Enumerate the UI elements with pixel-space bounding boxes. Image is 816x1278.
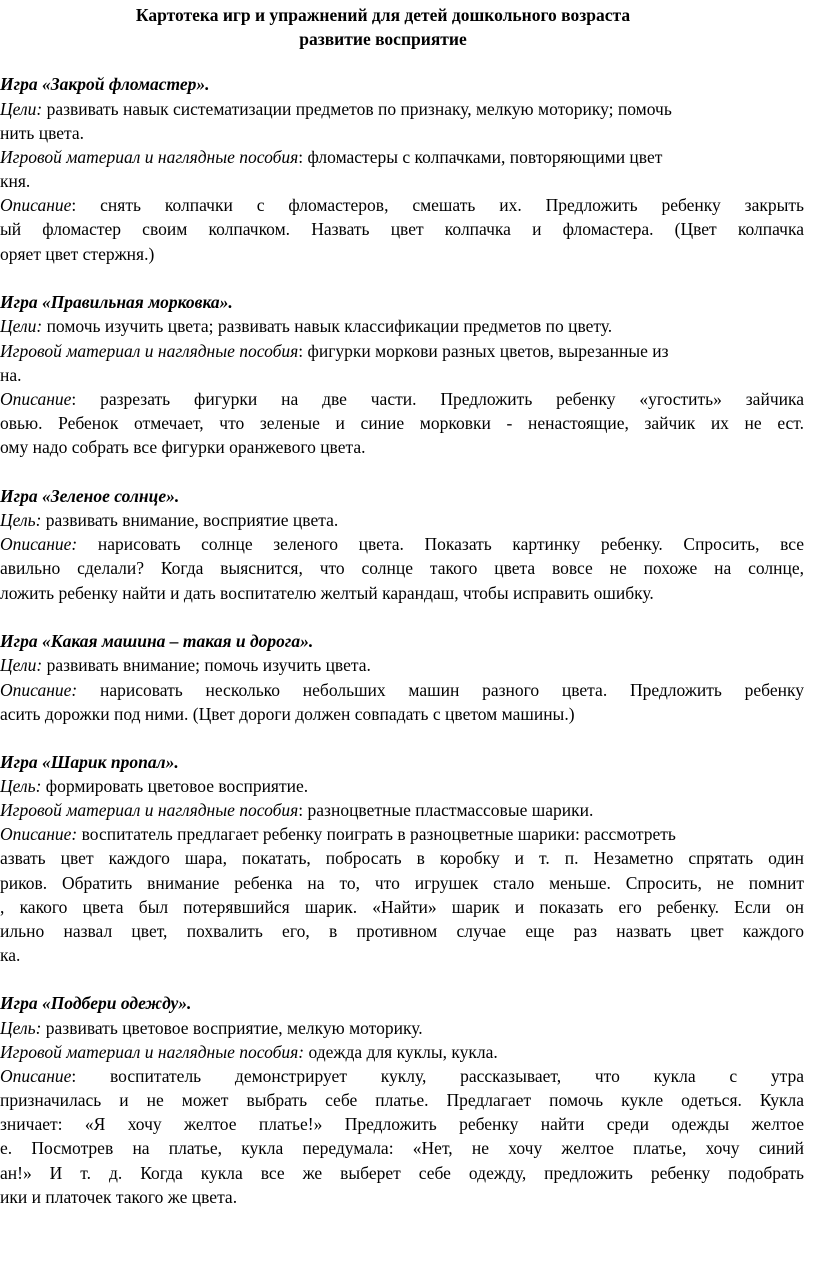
- game-2-material: [0, 340, 669, 362]
- material-text: : разноцветные пластмассовые шарики.: [298, 800, 594, 820]
- game-3-description: [0, 533, 804, 555]
- goal-text: формировать цветовое восприятие.: [41, 776, 309, 796]
- game-4-description: [0, 679, 804, 701]
- game-2-material-cont: на.: [0, 365, 22, 385]
- document-subtitle: развитие восприятие: [299, 29, 467, 49]
- game-6-description-line: призначилась и не может выбрать себе платье. Предлагает помочь кукле одеться. Кукла: [0, 1090, 804, 1110]
- game-3-header: Игра «Зеленое солнце».: [0, 486, 180, 506]
- game-1-description-line: оряет цвет стержня.): [0, 244, 155, 264]
- goal-text: развивать внимание, восприятие цвета.: [41, 510, 339, 530]
- description-text: нарисовать несколько небольших машин разного цвета. Предложить ребенку: [77, 680, 804, 700]
- game-1-description-line: ый фломастер своим колпачком. Назвать цвет колпачка и фломастера. (Цвет колпачка: [0, 219, 804, 239]
- game-6-material: [0, 1041, 498, 1063]
- material-label: Игровой материал и наглядные пособия: [0, 341, 299, 361]
- material-text: одежда для куклы, кукла.: [304, 1042, 498, 1062]
- game-6-description: [0, 1065, 804, 1087]
- game-6-goal: [0, 1017, 423, 1039]
- description-text: : воспитатель демонстрирует куклу, рассказывает, что кукла с утра: [71, 1066, 804, 1086]
- goal-label: Цели:: [0, 655, 43, 675]
- game-5-description-line: ка.: [0, 945, 21, 965]
- goal-label: Цели:: [0, 99, 43, 119]
- goal-label: Цели:: [0, 316, 43, 336]
- game-4-goal: [0, 654, 371, 676]
- game-1-header: Игра «Закрой фломастер».: [0, 74, 210, 94]
- game-2-description: [0, 388, 804, 410]
- game-2-description-line: ому надо собрать все фигурки оранжевого цвета.: [0, 437, 366, 457]
- game-6-description-line: ан!» И т. д. Когда кукла все же выберет себе одежду, предложить ребенку подобрать: [0, 1163, 804, 1183]
- game-3-description-line: ложить ребенку найти и дать воспитателю желтый карандаш, чтобы исправить ошибку.: [0, 583, 654, 603]
- game-4-description-line: асить дорожки под ними. (Цвет дороги должен совпадать с цветом машины.): [0, 704, 575, 724]
- material-text: : фигурки моркови разных цветов, вырезанные из: [298, 341, 669, 361]
- game-3-goal: [0, 509, 338, 531]
- description-label: Описание: [0, 195, 72, 215]
- game-6-description-line: ики и платочек такого же цвета.: [0, 1187, 238, 1207]
- goal-label: Цель:: [0, 776, 42, 796]
- game-5-header: Игра «Шарик пропал».: [0, 752, 179, 772]
- game-1-material-cont: кня.: [0, 171, 31, 191]
- game-1-description: [0, 194, 804, 216]
- goal-text: развивать навык систематизации предметов по признаку, мелкую моторику; помочь: [42, 99, 672, 119]
- game-4-header: Игра «Какая машина – такая и дорога».: [0, 631, 314, 651]
- goal-text: развивать внимание; помочь изучить цвета.: [42, 655, 371, 675]
- description-label: Описание: [0, 1066, 72, 1086]
- description-label: Описание: [0, 389, 72, 409]
- goal-text: развивать цветовое восприятие, мелкую моторику.: [41, 1018, 423, 1038]
- material-label: Игровой материал и наглядные пособия: [0, 800, 299, 820]
- game-5-description-line: , какого цвета был потерявшийся шарик. «Найти» шарик и показать его ребенку. Если он: [0, 897, 804, 917]
- game-5-description: [0, 823, 676, 845]
- material-label: Игровой материал и наглядные пособия: [0, 147, 299, 167]
- game-6-description-line: зничает: «Я хочу желтое платье!» Предложить ребенку найти среди одежды желтое: [0, 1114, 804, 1134]
- game-5-goal: [0, 775, 308, 797]
- game-5-description-line: ильно назвал цвет, похвалить его, в противном случае еще раз назвать цвет каждого: [0, 921, 804, 941]
- game-2-description-line: овью. Ребенок отмечает, что зеленые и синие морковки - ненастоящие, зайчик их не ест.: [0, 413, 804, 433]
- description-label: Описание:: [0, 534, 78, 554]
- goal-label: Цель:: [0, 1018, 42, 1038]
- game-5-description-line: азвать цвет каждого шара, покатать, побросать в коробку и т. п. Незаметно спрятать один: [0, 848, 804, 868]
- description-text: воспитатель предлагает ребенку поиграть в разноцветные шарики: рассмотреть: [77, 824, 676, 844]
- description-text: : разрезать фигурки на две части. Предложить ребенку «угостить» зайчика: [71, 389, 804, 409]
- description-text: : снять колпачки с фломастеров, смешать их. Предложить ребенку закрыть: [71, 195, 804, 215]
- goal-label: Цель:: [0, 510, 42, 530]
- game-5-description-line: риков. Обратить внимание ребенка на то, что игрушек стало меньше. Спросить, не помнит: [0, 873, 804, 893]
- goal-text: помочь изучить цвета; развивать навык классификации предметов по цвету.: [42, 316, 613, 336]
- game-1-goal: [0, 98, 672, 120]
- material-text: : фломастеры с колпачками, повторяющими цвет: [298, 147, 663, 167]
- game-2-header: Игра «Правильная морковка».: [0, 292, 233, 312]
- game-2-goal: [0, 315, 612, 337]
- game-3-description-line: авильно сделали? Когда выяснится, что солнце такого цвета вовсе не похоже на солнце,: [0, 558, 804, 578]
- game-6-description-line: е. Посмотрев на платье, кукла передумала: «Нет, не хочу желтое платье, хочу синий: [0, 1138, 804, 1158]
- game-1-goal-cont: нить цвета.: [0, 123, 85, 143]
- description-text: нарисовать солнце зеленого цвета. Показать картинку ребенку. Спросить, все: [77, 534, 804, 554]
- game-6-header: Игра «Подбери одежду».: [0, 993, 192, 1013]
- document-title: Картотека игр и упражнений для детей дошкольного возраста: [135, 5, 631, 25]
- material-label: Игровой материал и наглядные пособия:: [0, 1042, 305, 1062]
- game-5-material: [0, 799, 593, 821]
- game-1-material: [0, 146, 662, 168]
- description-label: Описание:: [0, 824, 78, 844]
- description-label: Описание:: [0, 680, 78, 700]
